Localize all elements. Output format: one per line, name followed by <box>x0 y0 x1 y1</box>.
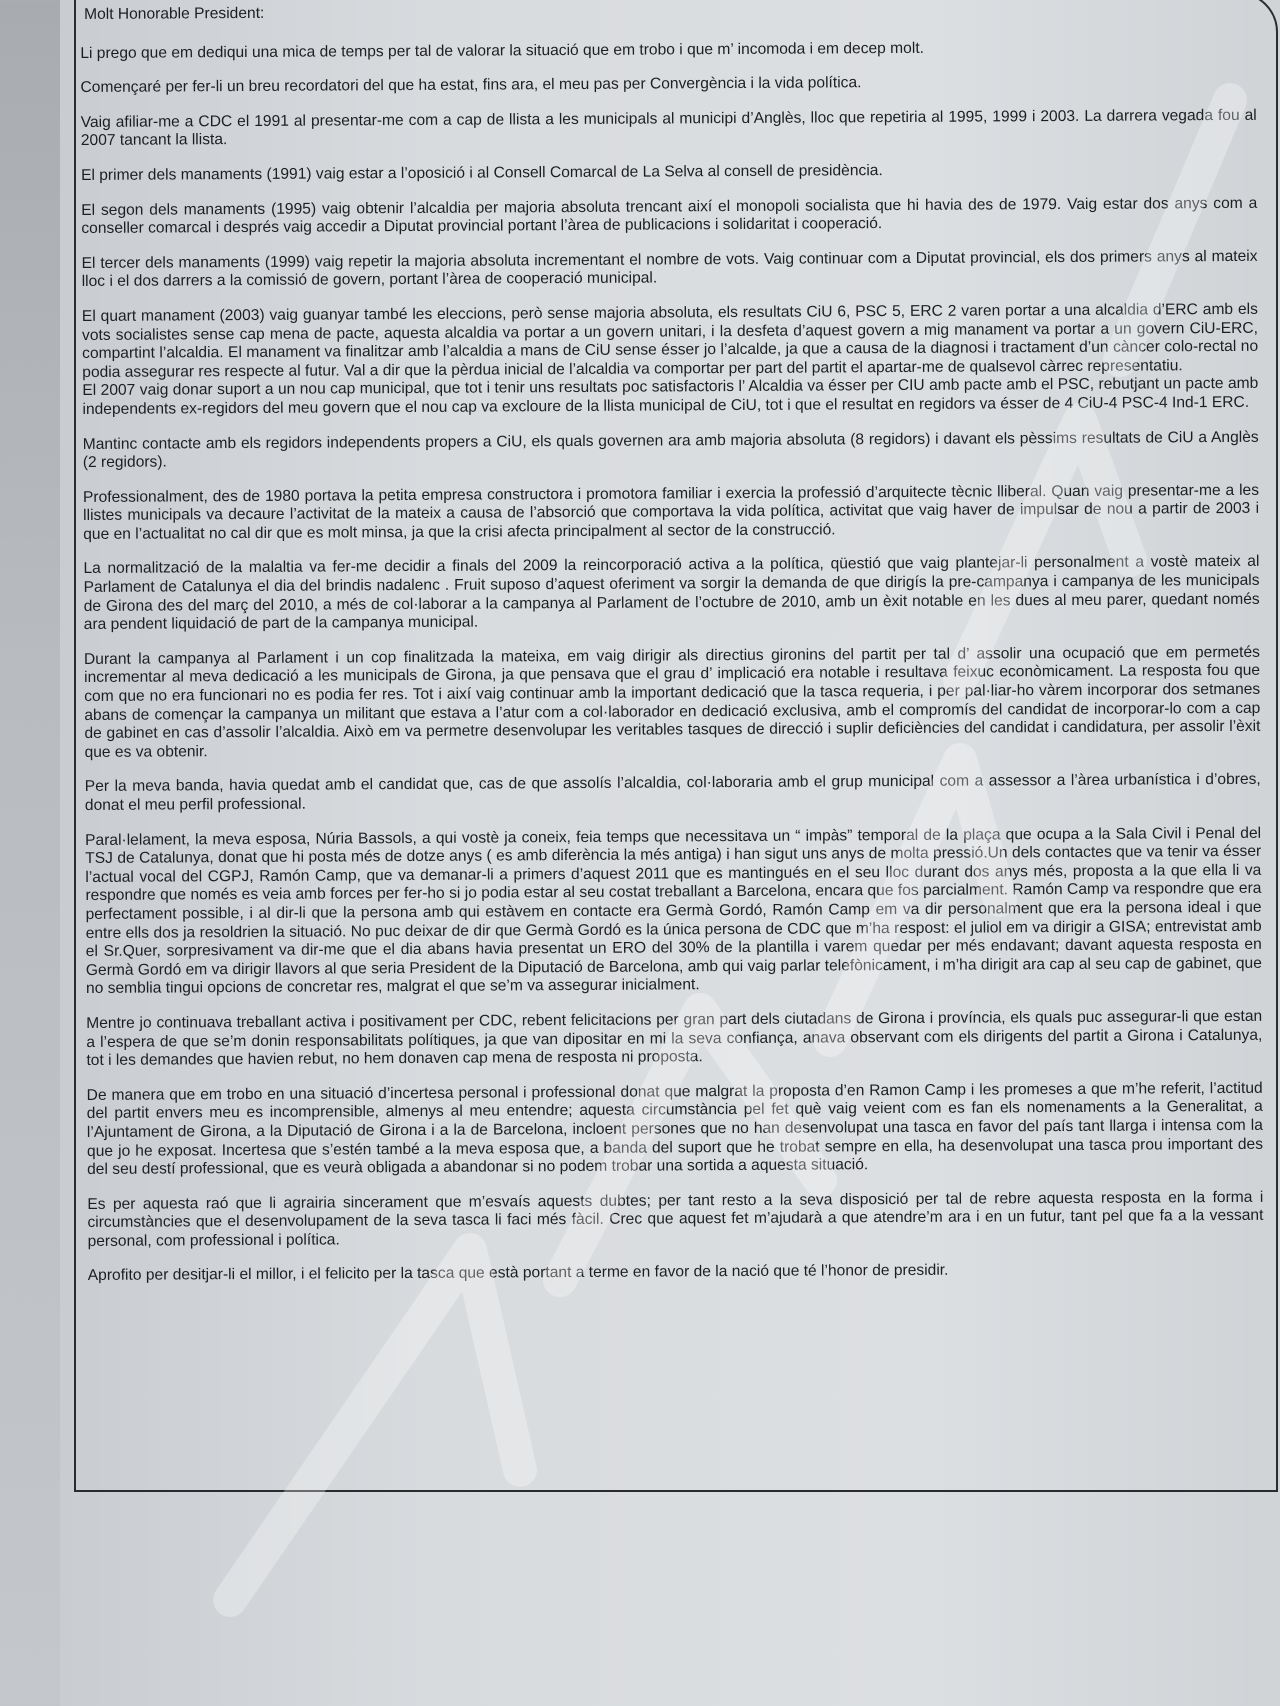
paragraph-6: El tercer dels manaments (1999) vaig repetir la majoria absoluta incrementant el nombre de vots. Vaig continuar com a Diputat provincial, els dos primers anys al mateix lloc i el dos darrers a la comissió de govern, portant l’àrea de cooperació municipal. <box>81 247 1258 291</box>
paragraph-1: Li prego que em dediqui una mica de temps per tal de valorar la situació que em trobo i que m’ incomoda i em decep molt. <box>80 39 925 62</box>
paragraph-16: De manera que em trobo en una situació d’incertesa personal i professional donat que malgrat la proposta d’en Ramon Camp i les promeses a que m’he referit, l’actitud del partit envers meu es incomprensible, almenys al meu entendre; aquesta circumstància pel fet què vaig veient com es fan els nomenaments a la Generalitat, a l’Ajuntament de Girona, a la Diputació de Girona i a la de Barcelona, incloent persones que no han desenvolupat una tasca en favor del país tant llarga i intensa com la que jo he exposat. Incertesa que s’estén també a la meva esposa que, a banda del suport que he trobat sempre en ella, ha desenvolupat una tasca prou important des del seu destí professional, que es veurà obligada a abandonar si no podem trobar una sortida a aquesta situació. <box>86 1079 1264 1179</box>
paragraph-11: La normalització de la malaltia va fer-me decidir a finals del 2009 la reincorporació activa a la política, qüestió que vaig plantejar-li personalment a vostè mateix al Parlament de Catalunya el dia del brindis nadalenc . Fruit suposo d’aquest oferiment va sorgir la demanda de que dirigís la pre-campanya i campanya de les municipals de Girona des del març del 2010, a més de col·laborar a la campanya al Parlament de l’octubre de 2010, amb un èxit notable en les dues al meu parer, quedant només ara pendent liquidació de part de la campanya municipal. <box>83 553 1260 634</box>
paragraph-13: Per la meva banda, havia quedat amb el candidat que, cas de que assolís l’alcaldia, col·laboraria amb el grup municipal com a assessor a l’àrea urbanística i d’obres, donat el meu perfil professional. <box>84 771 1261 814</box>
paragraph-10: Professionalment, des de 1980 portava la petita empresa constructora i promotora familiar i exercia la professió d’arquitecte tècnic lliberal. Quan vaig presentar-me a les llistes municipals va decaure l’activitat de la mateix a causa de l’absorció que comportava la vida política, activitat que vaig haver de impulsar de nou a partir de 2003 i que en l’actualitat no cal dir que es molt minsa, ja que la crisi afecta principalment al sector de la construcció. <box>82 481 1260 543</box>
paragraph-12: Durant la campanya al Parlament i un cop finalitzada la mateixa, em vaig dirigir als directius gironins del partit per tal d’ assolir una ocupació que em permetés incrementar al meva dedicació a les municipals de Girona, ja que pensava que el grau d’ implicació era notable i resultava feixuc econòmicament. La resposta fou que com que no era funcionari no es podia fer res. Tot i així vaig continuar amb la important dedicació que la tasca requeria, i per pal·liar-ho vàrem incorporar dos setmanes abans de començar la campanya un militant que estava a l’atur com a col·laborador en dedicació exclusiva, amb el compromís del candidat de incorporar-lo com a cap de gabinet en cas d’assolir l’alcaldia. Això em va permetre desenvolupar les veritables tasques de direcció i suplir deficiències del candidat i candidatura, per assolir l’èxit que es va obtenir. <box>83 643 1261 761</box>
paragraph-2: Començaré per fer-li un breu recordatori del que ha estat, fins ara, el meu pas per Convergència i la vida política. <box>80 74 862 97</box>
paragraph-14: Paral·lelament, la meva esposa, Núria Bassols, a qui vostè ja coneix, feia temps que necessitava un “ impàs” temporal de la plaça que ocupa a la Sala Civil i Penal del TSJ de Catalunya, donat que hi posta més de dotze anys ( es amb diferència la més antiga) i han sigut uns anys de molta pressió.Un dels contactes que va tenir va ésser l’actual vocal del CGPJ, Ramón Camp, que va demanar-li a primers d’aquest 2011 que es mantingués en el seu lloc durant dos anys més, proposta a la que ella li va respondre que només es veia amb forces per fer-ho si jo podia estar al seu costat treballant a Barcelona, encara que fos parcialment. Ramón Camp va respondre que era perfectament possible, i al dir-li que la persona amb qui estàvem en contacte era Germà Gordó, Ramón Camp em va dir personalment que era la persona ideal i que entre ells dos ja resoldrien la situació. No puc deixar de dir que Germà Gordó es la única persona de CDC que m’ha respost: el juliol em va dirigir a GISA; entrevistat amb el Sr.Quer, sorpresivament va dir-me que el dia abans havia presentat un ERO del 30% de la plantilla i varem quedar per més endavant; davant aquesta resposta en Germà Gordó em va dirigir llavors al que seria President de la Diputació de Barcelona, amb qui vaig parlar telefònicament, i m’ha dirigit ara cap al seu cap de gabinet, que no semblia tingui opcions de concretar res, malgrat el que se’m va assegurar inicialment. <box>85 824 1262 998</box>
paragraph-3: Vaig afiliar-me a CDC el 1991 al presentar-me com a cap de llista a les municipals al municipi d’Anglès, lloc que repetiria al 1995, 1999 i 2003. La darrera vegada fou al 2007 tancant la llista. <box>80 106 1257 150</box>
paragraph-17: Es per aquesta raó que li agrairia sincerament que m’esvaís aquests dubtes; per tant resto a la seva disposició per tal de rebre aquesta resposta en la forma i circumstàncies que el desenvolupament de la seva tasca li faci més fàcil. Crec que aquest fet m’ajudarà a que atendre’m ara i en un futur, tant pel que fa a la vessant personal, com professional i política. <box>87 1188 1264 1250</box>
paragraph-8: El 2007 vaig donar suport a un nou cap municipal, que tot i tenir uns resultats poc satisfactoris l’ Alcaldia va ésser per CIU amb pacte amb el PSC, rebutjant un pacte amb independents ex-regidors del meu govern que el nou cap va excloure de la llista municipal de CiU, tot i que el resultat en regidors va ésser de 4 CiU-4 PSC-4 Ind-1 ERC. <box>82 375 1259 418</box>
paragraph-7: El quart manament (2003) vaig guanyar també les eleccions, però sense majoria absoluta, els resultats CiU 6, PSC 5, ERC 2 varen portar a una alcaldia d’ERC amb els vots socialistes sense cap mena de pacte, aquesta alcaldia va portar a un govern unitari, i la desfeta d’aquest govern a mig manament va portar a un govern CiU-ERC, compartint l’alcaldia. El manament va finalitzar amb l’alcaldia a mans de CiU sense ésser jo l’alcalde, ja que a causa de la diagnosi i tractament d’un càncer colo-rectal no podia assegurar res respecte al futur. Val a dir que la pèrdua inicial de l’alcaldia va comportar per part del partit el apartar-me de qualsevol càrrec representatiu. <box>81 300 1259 381</box>
paragraph-5: El segon dels manaments (1995) vaig obtenir l’alcaldia per majoria absoluta trencant així el monopoli socialista que hi havia des de 1979. Vaig estar dos anys com a conseller comarcal i després vaig accedir a Diputat provincial portant l’àrea de publicacions i solidaritat i cooperació. <box>81 194 1258 238</box>
paragraph-15: Mentre jo continuava treballant activa i positivament per CDC, rebent felicitacions per gran part dels ciutadans de Girona i província, els quals puc assegurar-li que estan a l’espera de que se’m donin responsabilitats polítiques, ja que van dipositar en mi la seva confiança, anava observant com els dirigents del partit a Girona i Catalunya, tot i les demandes que havien rebut, no hem donaven cap mena de resposta ni proposta. <box>86 1007 1263 1070</box>
paragraph-9: Mantinc contacte amb els regidors independents propers a CiU, els quals governen ara amb majoria absoluta (8 regidors) i davant els pèssims resultats de CiU a Anglès (2 regidors). <box>82 428 1259 472</box>
paragraph-4: El primer dels manaments (1991) vaig estar a l’oposició i al Consell Comarcal de La Selva al consell de presidència. <box>80 162 883 184</box>
closing-line: Aprofito per desitjar-li el millor, i el felicito per la tasca que està portant a terme en favor de la nació que té l’honor de presidir. <box>87 1262 949 1285</box>
salutation: Molt Honorable President: <box>83 4 265 23</box>
letter-body <box>80 0 1273 1496</box>
